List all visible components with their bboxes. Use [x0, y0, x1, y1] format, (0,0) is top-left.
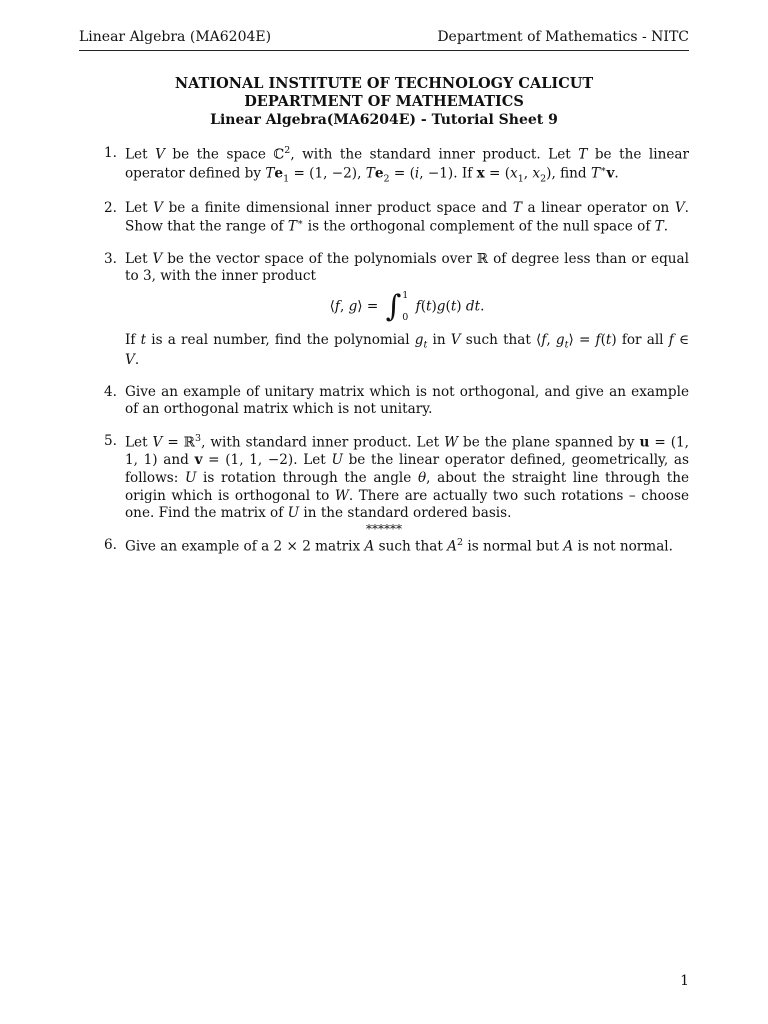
problem-3: [79, 251, 689, 370]
problem-text: Give an example of unitary matrix which is not orthogonal, and give an example of an orthogonal matrix which is not unitary.: [125, 383, 689, 418]
problem-number: 2.: [104, 199, 117, 216]
document-title: [79, 75, 689, 129]
problem-text: Let V be a finite dimensional inner product space and T a linear operator on V. Show that the range of T∗ is the orthogonal complement of the null space of T.: [125, 199, 689, 235]
end-marker: ******: [366, 522, 402, 536]
inner-product-equation: ⟨f, g⟩ = ∫ 1 0 f(t)g(t) dt.: [329, 289, 485, 325]
problem-number: 3.: [104, 250, 117, 267]
department-name: DEPARTMENT OF MATHEMATICS: [244, 93, 524, 110]
problem-list: [79, 145, 689, 570]
problem-6: [79, 537, 689, 556]
problem-number: 1.: [104, 145, 117, 161]
page-number: 1: [680, 973, 689, 989]
problem-number: 5.: [104, 433, 117, 450]
integral-sign: ∫ 1 0: [385, 289, 409, 325]
institute-name: NATIONAL INSTITUTE OF TECHNOLOGY CALICUT: [174, 75, 594, 92]
problem-2: [79, 200, 689, 237]
problem-text: Let V = ℝ$^3$, with standard inner product. Let W be the plane spanned by u = (1, 1, 1) and v = (1, 1, −2). Let U be the linear operator defined, geometrically, as follows: U is rotation through the angle θ, about the straight line through the origin which is orthogonal to W. There are actually two such rotations – choose one. Find the matrix of U in the standard ordered basis.: [125, 433, 690, 522]
problem-text: Give an example of a 2 × 2 matrix A such that $A^2$ is normal but A is not normal.: [125, 536, 673, 555]
problem-text: Let V be the space ℂ$^2$, with the standard inner product. Let T be the linear operator defined by $Te_1 = (1$, −2), $Te_2 = (i$, −1). If $x = (x_1$, $x_2$), find T∗v.: [125, 145, 690, 185]
header-department: Department of Mathematics - NITC: [437, 29, 689, 45]
problem-number: 6.: [104, 536, 117, 553]
problem-number: 4.: [104, 383, 117, 400]
header-course: Linear Algebra (MA6204E): [79, 29, 272, 45]
problem-5: [79, 433, 689, 523]
problem-4: [79, 384, 689, 419]
problem-1: [79, 145, 689, 186]
running-header: [79, 28, 689, 51]
problem-text: Let V be the vector space of the polynomials over ℝ of degree less than or equal to 3, with the inner product ⟨f, g⟩ = ∫ 1 0 f(t)g(t) dt. If t is a real number, find the polynomial $g_t$ in V such that ⟨f, $g_t⟩ = f(t)$ for all f ∈ V.: [125, 250, 690, 369]
sheet-title: Linear Algebra(MA6204E) - Tutorial Sheet 9: [210, 112, 558, 128]
